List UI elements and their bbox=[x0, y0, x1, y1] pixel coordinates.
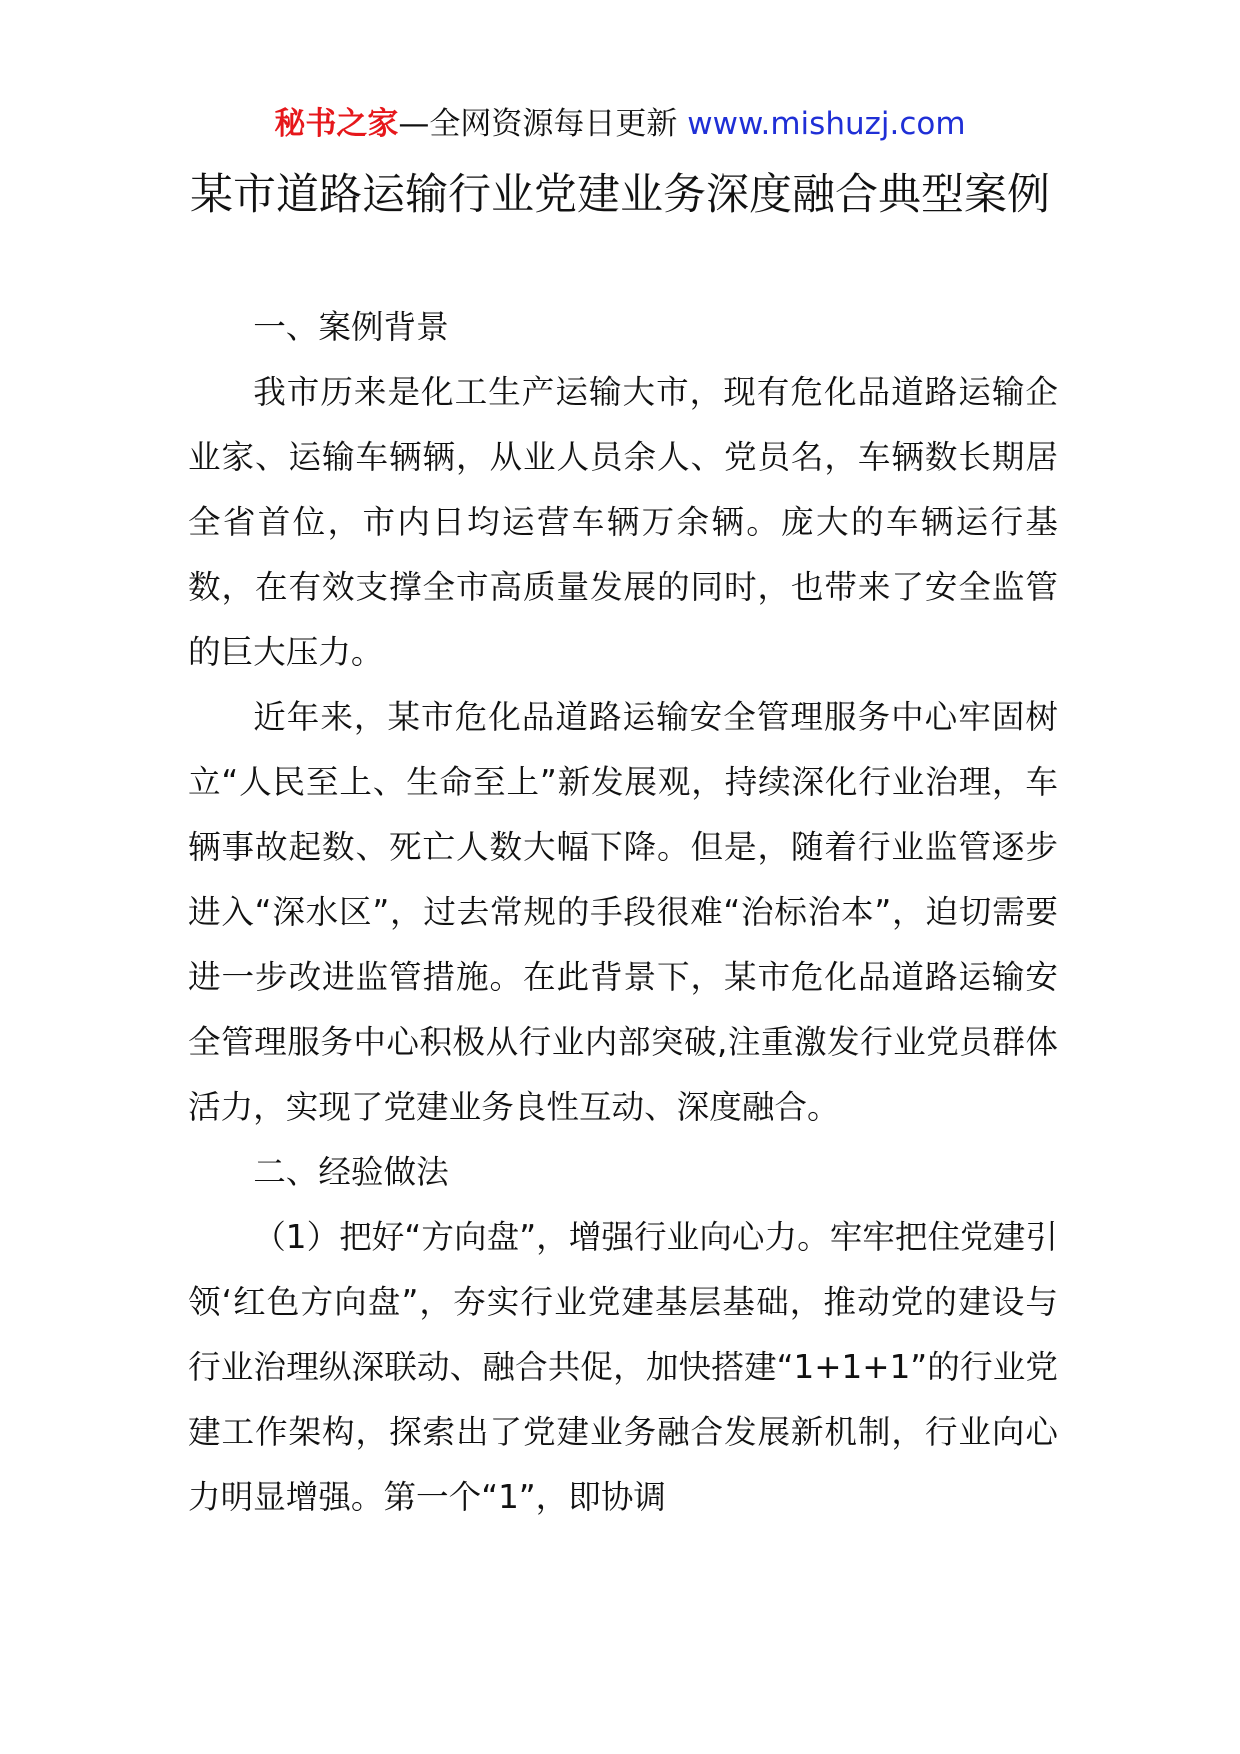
paragraph-practice-1: （1）把好“方向盘”，增强行业向心力。牢牢把住党建引领‘红色方向盘”，夯实行业党建基层基础，推动党的建设与行业治理纵深联动、融合共促，加快搭建“1+1+1”的行业党建工作架构，探索出了党建业务融合发展新机制，行业向心力明显增强。第一个“1”，即协调 bbox=[188, 1218, 1058, 1516]
paragraph-background-2: 近年来，某市危化品道路运输安全管理服务中心牢固树立“人民至上、生命至上”新发展观，持续深化行业治理，车辆事故起数、死亡人数大幅下降。但是，随着行业监管逐步进入“深水区”，过去常规的手段很难“治标治本”，迫切需要进一步改进监管措施。在此背景下，某市危化品道路运输安全管理服务中心积极从行业内部突破,注重激发行业党员群体活力，实现了党建业务良性互动、深度融合。 bbox=[188, 698, 1058, 1126]
section-heading-background: 一、案例背景 bbox=[253, 308, 449, 346]
paragraph-background-1: 我市历来是化工生产运输大市，现有危化品道路运输企业家、运输车辆辆，从业人员余人、党员名，车辆数长期居全省首位，市内日均运营车辆万余辆。庞大的车辆运行基数，在有效支撑全市高质量发展的同时，也带来了安全监管的巨大压力。 bbox=[188, 373, 1058, 671]
brand-name: 秘书之家 bbox=[274, 106, 399, 142]
section-heading-practices: 二、经验做法 bbox=[253, 1153, 449, 1191]
header-tagline: —全网资源每日更新 bbox=[398, 106, 678, 142]
document-title: 某市道路运输行业党建业务深度融合典型案例 bbox=[190, 170, 1050, 220]
site-url-link[interactable]: www.mishuzj.com bbox=[687, 106, 966, 142]
watermark-header bbox=[0, 100, 1240, 148]
document-body bbox=[188, 295, 1058, 1530]
